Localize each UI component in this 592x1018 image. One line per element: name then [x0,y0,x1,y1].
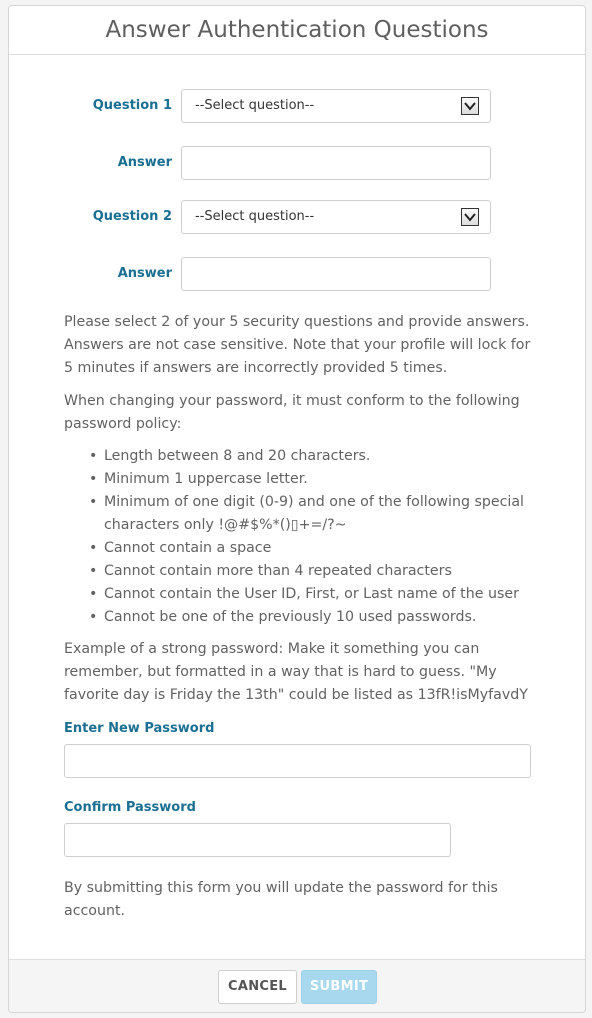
list-item: • Length between 8 and 20 characters. [89,448,371,464]
question-1-row [9,89,586,123]
security-note [64,311,534,380]
policy-item-text: Cannot contain a space [104,540,272,556]
cancel-button[interactable]: CANCEL [218,970,297,1004]
answer-2-label: Answer [117,266,172,281]
chevron-down-icon[interactable] [461,208,479,226]
policy-intro-text: When changing your password, it must conform to the following password policy: [64,393,520,432]
password-policy-list [89,445,529,629]
question-2-label: Question 2 [92,209,172,224]
answer-1-row [9,146,586,180]
list-item: • Minimum of one digit (0-9) and one of the following special characters only !@#$%*()▯+=/?~ [89,494,524,533]
question-2-select[interactable] [181,200,491,234]
panel-title: Answer Authentication Questions [9,6,585,55]
question-1-selected-value: --Select question-- [195,98,315,113]
answer-2-input[interactable] [181,257,491,291]
answer-2-row [9,257,586,291]
question-2-selected-value: --Select question-- [195,209,315,224]
submit-note-text: By submitting this form you will update the password for this account. [64,880,498,919]
policy-item-text: Cannot contain the User ID, First, or Last name of the user [104,586,519,602]
policy-item-text: Cannot contain more than 4 repeated characters [104,563,452,579]
list-item: • Cannot contain the User ID, First, or Last name of the user [89,586,519,602]
security-note-text: Please select 2 of your 5 security questions and provide answers. Answers are not case sensitive. Note that your profile will lock for 5 minutes if answers are incorrectly provided 5 times. [64,314,531,376]
submit-note [64,877,534,923]
confirm-password-field[interactable] [64,823,451,857]
question-2-row [9,200,586,234]
auth-questions-panel [8,5,586,1013]
list-item: • Cannot contain a space [89,540,272,556]
panel-footer [9,959,586,1013]
policy-item-text: Minimum 1 uppercase letter. [104,471,308,487]
list-item: • Cannot be one of the previously 10 used passwords. [89,609,477,625]
question-1-select[interactable] [181,89,491,123]
password-example-text: Example of a strong password: Make it something you can remember, but formatted in a way that is hard to guess. "My favorite day is Friday the 13th" could be listed as 13fR!isMyfavdY [64,641,528,703]
new-password-label: Enter New Password [64,721,215,736]
policy-intro [64,390,534,436]
submit-button[interactable]: SUBMIT [301,970,377,1004]
password-example [64,638,534,707]
list-item: • Cannot contain more than 4 repeated characters [89,563,452,579]
new-password-field[interactable] [64,744,531,778]
list-item: • Minimum 1 uppercase letter. [89,471,308,487]
confirm-password-label: Confirm Password [64,800,196,815]
policy-item-text: Length between 8 and 20 characters. [104,448,371,464]
policy-item-text: Cannot be one of the previously 10 used passwords. [104,609,477,625]
chevron-down-icon[interactable] [461,97,479,115]
answer-1-input[interactable] [181,146,491,180]
policy-item-text: Minimum of one digit (0-9) and one of the following special characters only !@#$%*()▯+=/?~ [104,494,524,533]
answer-1-label: Answer [117,155,172,170]
question-1-label: Question 1 [92,98,172,113]
